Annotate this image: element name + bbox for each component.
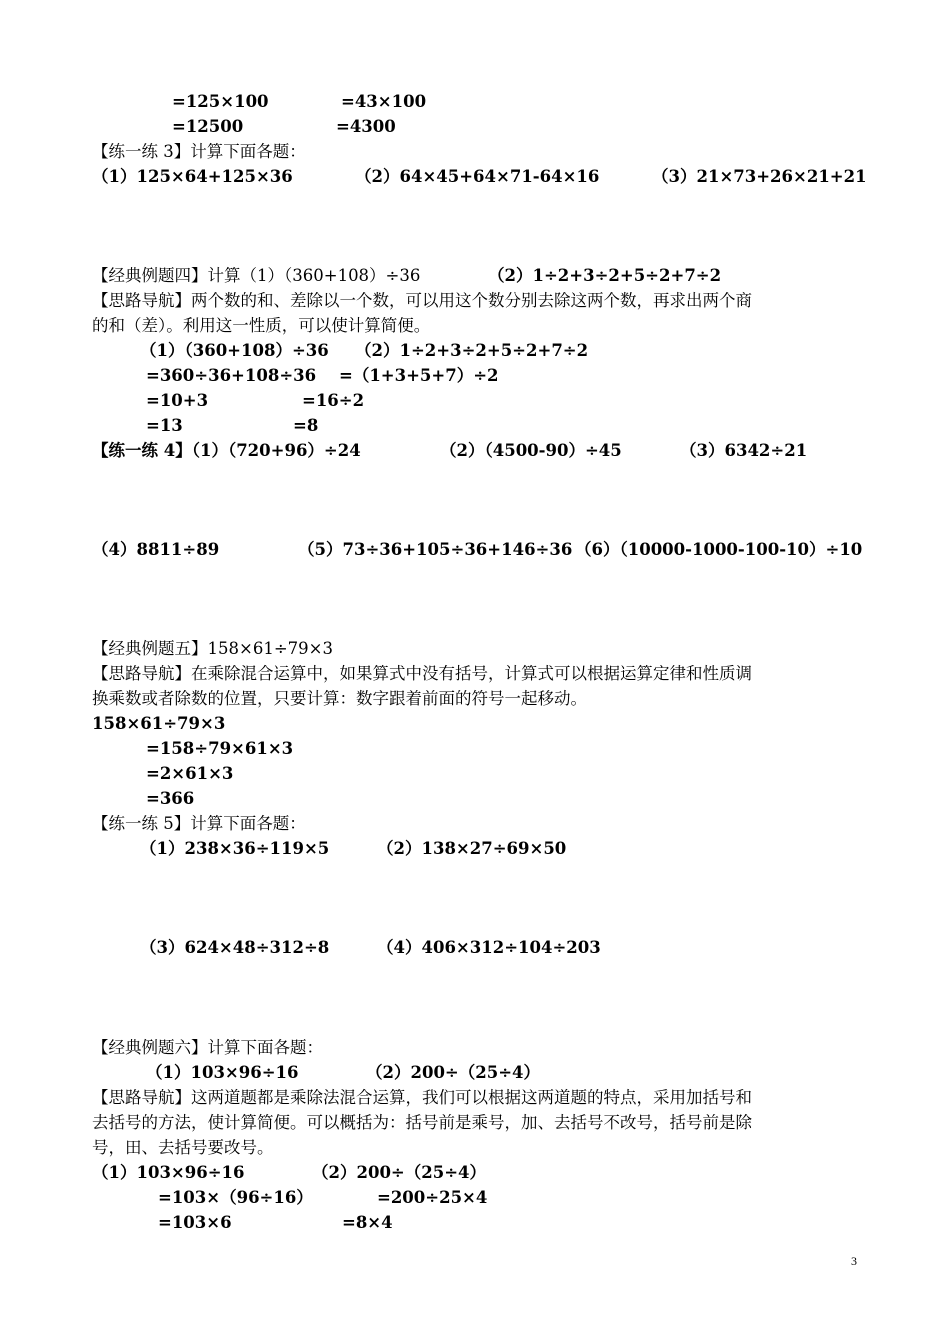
example-4-title: 【经典例题四】计算（1）（360+108）÷36 (92, 266, 421, 285)
practice-5-q1: （1）238×36÷119×5 (140, 839, 330, 858)
calc-line: =366 (146, 789, 195, 808)
practice-5-q3: （3）624×48÷312÷8 (140, 938, 330, 957)
example-4-title-part2: （2）1÷2+3÷2+5÷2+7÷2 (488, 266, 722, 285)
example-5-guide: 换乘数或者除数的位置，只要计算：数字跟着前面的符号一起移动。 (92, 689, 587, 708)
practice-5-heading: 【练一练 5】计算下面各题： (92, 814, 306, 833)
calc-line: 158×61÷79×3 (92, 714, 226, 733)
calc-line: （1）103×96÷16 (92, 1163, 245, 1182)
practice-3-q3: （3）21×73+26×21+21 (652, 167, 867, 186)
calc-line: （2）1÷2+3÷2+5÷2+7÷2 (355, 341, 589, 360)
calc-line: =43×100 (341, 92, 427, 111)
example-6-guide: 号，田、去括号要改号。 (92, 1138, 274, 1157)
practice-4-q1: 【练一练 4】（1）（720+96）÷24 (92, 441, 361, 460)
example-6-q1: （1）103×96÷16 (146, 1063, 299, 1082)
example-6-guide: 【思路导航】这两道题都是乘除法混合运算，我们可以根据这两道题的特点，采用加括号和 (92, 1088, 752, 1107)
calc-line: =103×（96÷16） (158, 1188, 313, 1207)
page-number: 3 (851, 1254, 857, 1268)
example-4-guide: 的和（差）。利用这一性质，可以使计算简便。 (92, 316, 431, 335)
calc-line: =10+3 (146, 391, 209, 410)
calc-line: =4300 (336, 117, 396, 136)
practice-4-q2: （2）（4500-90）÷45 (440, 441, 622, 460)
example-4-guide: 【思路导航】两个数的和、差除以一个数，可以用这个数分别去除这两个数，再求出两个商 (92, 291, 752, 310)
calc-line: =103×6 (158, 1213, 232, 1232)
calc-line: =158÷79×61×3 (146, 739, 294, 758)
example-6-guide: 去括号的方法，使计算简便。可以概括为：括号前是乘号，加、去括号不改号，括号前是除 (92, 1113, 752, 1132)
calc-line: =2×61×3 (146, 764, 234, 783)
calc-line: =12500 (172, 117, 244, 136)
calc-line: =200÷25×4 (377, 1188, 488, 1207)
calc-line: =（1+3+5+7）÷2 (339, 366, 499, 385)
practice-4-q5: （5）73÷36+105÷36+146÷36 (298, 540, 573, 559)
example-5-title: 【经典例题五】158×61÷79×3 (92, 639, 333, 658)
practice-5-q4: （4）406×312÷104÷203 (377, 938, 601, 957)
example-6-title: 【经典例题六】计算下面各题： (92, 1038, 323, 1057)
example-5-guide: 【思路导航】在乘除混合运算中，如果算式中没有括号，计算式可以根据运算定律和性质调 (92, 664, 752, 683)
calc-line: （1）（360+108）÷36 (140, 341, 329, 360)
practice-4-q3: （3）6342÷21 (680, 441, 808, 460)
practice-4-q4: （4）8811÷89 (92, 540, 220, 559)
practice-3-heading: 【练一练 3】计算下面各题： (92, 142, 306, 161)
calc-line: =13 (146, 416, 183, 435)
calc-line: =8×4 (342, 1213, 393, 1232)
calc-line: （2）200÷（25÷4） (312, 1163, 487, 1182)
calc-line: =16÷2 (302, 391, 365, 410)
practice-4-q6: （6）（10000-1000-100-10）÷10 (575, 540, 863, 559)
practice-5-q2: （2）138×27÷69×50 (377, 839, 567, 858)
calc-line: =8 (293, 416, 319, 435)
calc-line: =125×100 (172, 92, 269, 111)
example-6-q2: （2）200÷（25÷4） (366, 1063, 541, 1082)
practice-3-q1: （1）125×64+125×36 (92, 167, 293, 186)
calc-line: =360÷36+108÷36 (146, 366, 317, 385)
practice-3-q2: （2）64×45+64×71-64×16 (355, 167, 600, 186)
